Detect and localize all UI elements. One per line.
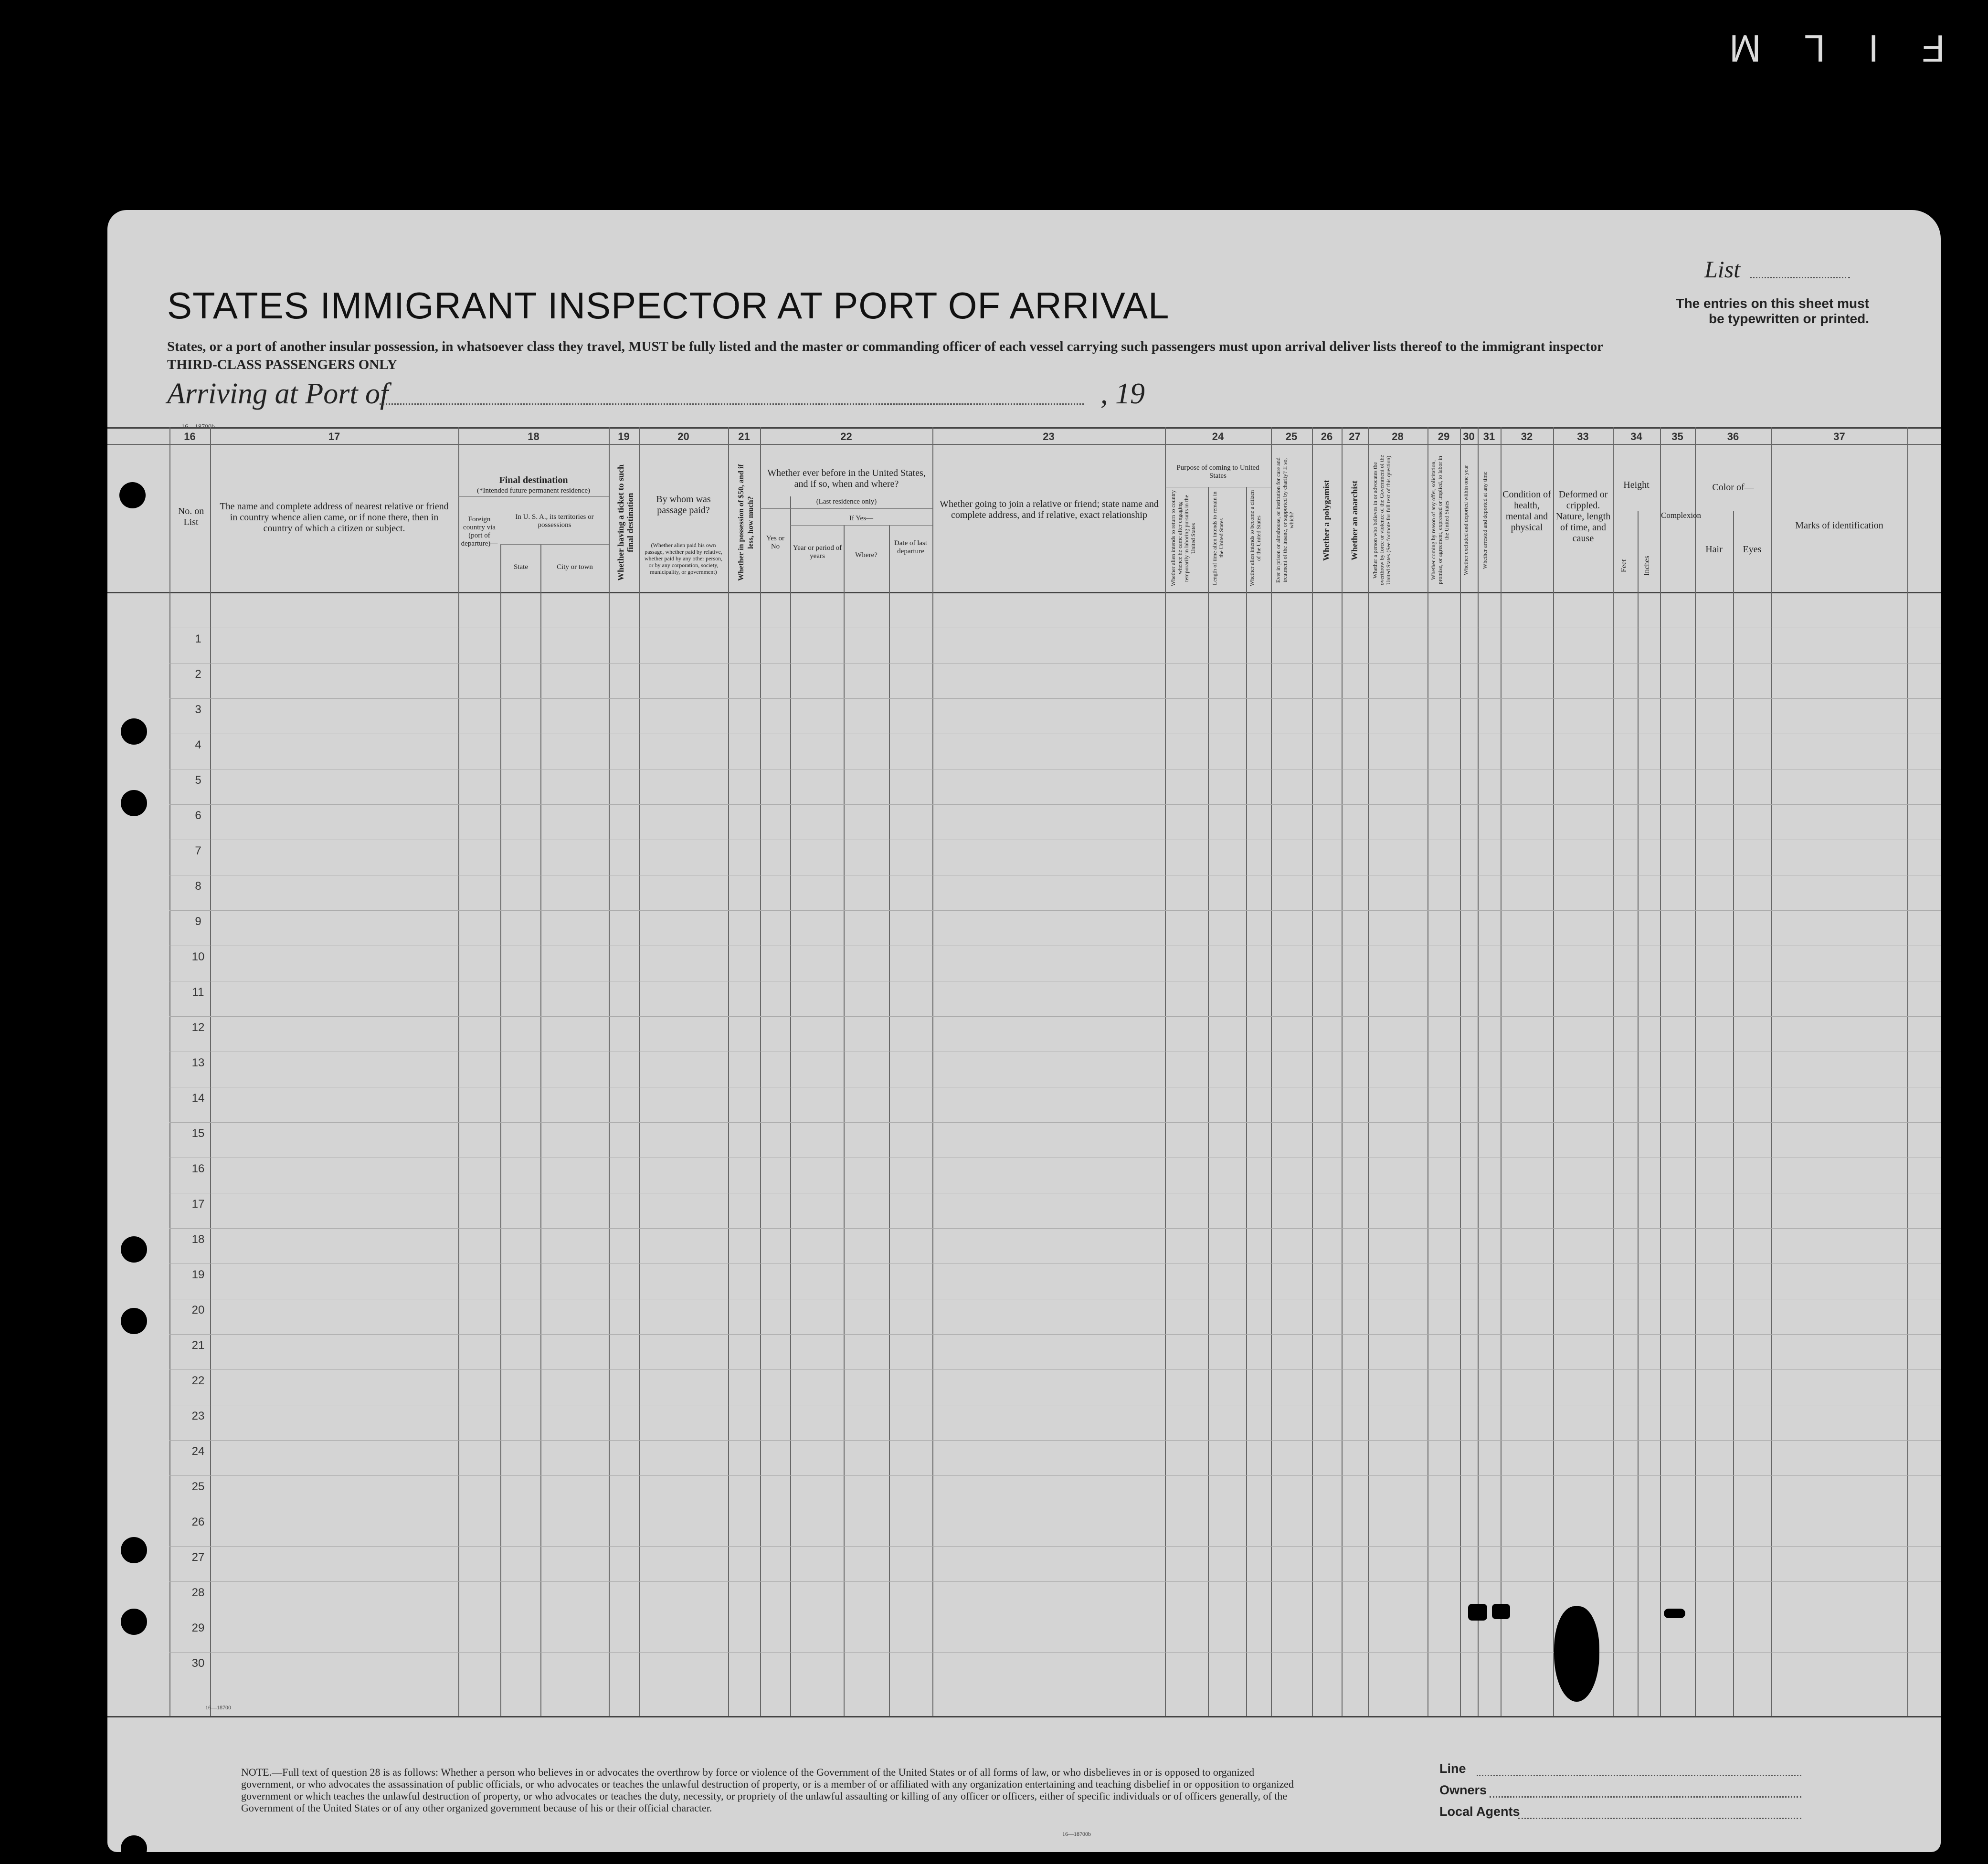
column-divider <box>1460 427 1461 1716</box>
header-passage-paid: By whom was passage paid? <box>656 494 711 516</box>
column-divider <box>1208 487 1209 1716</box>
column-number: 24 <box>1212 431 1224 442</box>
header-eyes: Eyes <box>1743 544 1762 555</box>
column-divider <box>458 427 459 1716</box>
column-number: 35 <box>1671 431 1683 442</box>
punch-hole <box>121 1236 147 1263</box>
list-label: List <box>1704 256 1741 283</box>
column-number: 36 <box>1727 431 1739 442</box>
header-arrested: Whether arrested and deported at any time <box>1481 472 1488 569</box>
header-ticket: Whether having a ticket to such final destination <box>616 464 635 581</box>
table-bottom-rule <box>107 1716 1941 1717</box>
column-divider <box>1342 427 1343 1716</box>
row-number: 13 <box>191 1056 205 1069</box>
column-number: 26 <box>1321 431 1333 442</box>
column-number: 19 <box>618 431 630 442</box>
row-number: 17 <box>191 1198 205 1211</box>
column-divider <box>1368 427 1369 1716</box>
class-note: THIRD-CLASS PASSENGERS ONLY <box>167 357 397 372</box>
row-number: 28 <box>191 1586 205 1599</box>
row-rule <box>169 1475 1941 1476</box>
punch-hole <box>121 1609 147 1635</box>
column-number: 18 <box>528 431 539 442</box>
header-where: Where? <box>855 551 878 559</box>
column-number: 16 <box>184 431 196 442</box>
row-number: 30 <box>191 1657 205 1670</box>
row-number: 19 <box>191 1268 205 1281</box>
header-purpose-citizen: Whether alien intends to become a citizen of the United States <box>1248 490 1262 587</box>
column-divider <box>1613 427 1614 1716</box>
row-number: 9 <box>195 915 201 928</box>
header-passage-paid-sub: (Whether alien paid his own passage, whether paid by relative, whether paid by any other person, or by any corporation, society, municipality, or government) <box>644 542 723 575</box>
bottom-code: 16—18700 <box>205 1704 231 1711</box>
subtitle: States, or a port of another insular possession, in whatsoever class they travel, MUST be fully listed and the master or commanding officer of each vessel carrying such passengers must upon arrival deliver lists thereof to the immigrant inspector <box>167 339 1604 354</box>
header-state: State <box>514 563 528 571</box>
column-divider <box>1553 427 1554 1716</box>
header-anarchist: Whether an anarchist <box>1350 480 1359 560</box>
table-header-rule <box>107 592 1941 593</box>
header-marks: Marks of identification <box>1795 520 1883 531</box>
manifest-sheet <box>107 210 1941 1852</box>
row-number: 3 <box>195 703 201 716</box>
header-complexion: Complexion <box>1661 511 1702 520</box>
row-number: 29 <box>191 1622 205 1634</box>
column-divider <box>1695 427 1696 1716</box>
form-code: 16—18700b <box>181 423 215 431</box>
line-field[interactable] <box>1477 1775 1801 1776</box>
column-divider <box>1271 427 1272 1716</box>
header-overthrow: Whether a person who believes in or advocates the overthrow by force or violence of the Government of the United States (See footnote for full text of this question) <box>1372 455 1392 586</box>
row-rule <box>169 1228 1941 1229</box>
column-divider <box>1907 427 1908 1716</box>
row-number: 12 <box>191 1021 205 1034</box>
row-number: 18 <box>191 1233 205 1246</box>
column-number: 23 <box>1043 431 1055 442</box>
header-date-departure: Date of last departure <box>894 539 928 555</box>
owners-label: Owners <box>1439 1783 1487 1797</box>
header-before-us-sub: (Last residence only) <box>816 498 877 505</box>
column-divider <box>790 496 791 1716</box>
table-top-rule <box>107 427 1941 429</box>
column-divider <box>609 427 610 1716</box>
column-divider <box>1478 427 1479 1716</box>
row-number: 22 <box>191 1374 205 1387</box>
local-agents-field[interactable] <box>1518 1818 1801 1819</box>
column-number: 29 <box>1438 431 1450 442</box>
punch-hole <box>121 1835 147 1852</box>
row-number: 15 <box>191 1127 205 1140</box>
row-number: 11 <box>192 986 204 999</box>
column-divider <box>1771 427 1772 1716</box>
header-height: Height <box>1623 480 1650 490</box>
header-feet: Feet <box>1620 559 1628 572</box>
header-city: City or town <box>557 563 593 571</box>
column-divider <box>1501 427 1502 1716</box>
column-number: 27 <box>1349 431 1361 442</box>
row-rule <box>169 1581 1941 1582</box>
owners-field[interactable] <box>1490 1796 1801 1798</box>
year-prefix: , 19 <box>1100 378 1145 410</box>
column-number: 34 <box>1630 431 1642 442</box>
column-divider <box>1660 427 1661 1716</box>
footnote-code: 16—18700b <box>1062 1831 1091 1837</box>
header-final-destination-sub: (*Intended future permanent residence) <box>477 487 590 495</box>
row-number: 20 <box>191 1304 205 1316</box>
row-number: 16 <box>191 1162 205 1175</box>
header-prison: Ever in prison or almshouse, or institution for care and treatment of the insane, or supported by charity? If so, which? <box>1275 457 1295 583</box>
header-final-destination: Final destination <box>499 475 568 485</box>
local-agents-label: Local Agents <box>1439 1804 1520 1819</box>
sub-header-rule <box>760 508 932 509</box>
column-number: 31 <box>1483 431 1495 442</box>
row-rule <box>169 1440 1941 1441</box>
row-number: 1 <box>195 632 201 645</box>
row-number: 5 <box>195 774 201 787</box>
header-nearest-relative: The name and complete address of nearest relative or friend in country whence alien came, or if none there, then in country of which a citizen or subject. <box>220 501 449 534</box>
row-rule <box>169 804 1941 805</box>
header-polygamist: Whether a polygamist <box>1322 480 1331 561</box>
header-no-on-list: No. on List <box>178 506 204 527</box>
row-number: 25 <box>191 1480 205 1493</box>
row-number: 4 <box>195 738 201 751</box>
ink-stain <box>1492 1604 1510 1619</box>
column-number: 28 <box>1392 431 1404 442</box>
line-label: Line <box>1439 1761 1466 1776</box>
row-rule <box>169 910 1941 911</box>
page-title: STATES IMMIGRANT INSPECTOR AT PORT OF ARRIVAL <box>167 284 1170 326</box>
column-divider <box>1312 427 1313 1716</box>
footnote: NOTE.—Full text of question 28 is as follows: Whether a person who believes in or advocates the overthrow by force or violence of the Government of the United States or of all forms of law, or who disbelieves in or is opposed to organized government, or who advocates the assassination of public officials, or who advocates or teaches the unlawful destruction of property, or is a member of or affiliated with any organization entertaining and teaching disbelief in or opposition to organized government or which teaches the unlawful destruction of property, or who advocates or teaches the duty, necessity, or propriety of the unlawful assaulting or killing of any officer or officers, either of specific individuals or of officers generally, of the Government of the United States or of any other organized government because of his or their official character. <box>241 1766 1294 1814</box>
row-number: 8 <box>195 880 201 893</box>
header-color-of: Color of— <box>1712 482 1754 493</box>
column-divider <box>760 427 761 1716</box>
header-yes-no: Yes or No <box>766 535 785 550</box>
header-in-usa: In U. S. A., its territories or possessions <box>515 513 594 529</box>
header-before-us: Whether ever before in the United States, and if so, when and where? <box>767 468 926 489</box>
row-number: 10 <box>191 950 205 963</box>
header-hair: Hair <box>1705 544 1723 555</box>
row-rule <box>169 1334 1941 1335</box>
film-mark: FILM <box>1686 27 1945 70</box>
row-number: 21 <box>191 1339 205 1352</box>
sub-header-rule <box>790 525 932 526</box>
column-divider <box>889 525 890 1716</box>
header-possession-50: Whether in possession of $50, and if less, how much? <box>737 464 755 581</box>
header-purpose-length: Length of time alien intends to remain in the United States <box>1211 491 1225 585</box>
column-divider <box>1638 511 1639 1716</box>
row-number: 23 <box>191 1410 205 1422</box>
row-number: 24 <box>191 1445 205 1458</box>
header-inches: Inches <box>1643 556 1651 576</box>
column-divider <box>500 544 501 1716</box>
row-number: 6 <box>195 809 201 822</box>
row-rule <box>169 1652 1941 1653</box>
punch-hole <box>121 718 147 745</box>
header-health: Condition of health, mental and physical <box>1502 489 1551 533</box>
column-divider <box>728 427 729 1716</box>
column-divider <box>1165 427 1166 1716</box>
table-number-rule <box>107 444 1941 445</box>
column-number: 32 <box>1521 431 1533 442</box>
column-divider <box>639 427 640 1716</box>
sub-header-rule <box>500 544 609 545</box>
column-divider <box>1733 511 1734 1716</box>
row-rule <box>169 698 1941 699</box>
arriving-label: Arriving at Port of <box>167 378 389 410</box>
entries-note: The entries on this sheet must be typewritten or printed. <box>1676 296 1869 326</box>
row-number: 27 <box>191 1551 205 1564</box>
punch-hole <box>121 1308 147 1334</box>
column-divider <box>169 427 170 1716</box>
row-rule <box>169 1369 1941 1370</box>
sub-header-rule <box>458 496 609 497</box>
column-number: 25 <box>1285 431 1298 442</box>
header-join-relative: Whether going to join a relative or friend; state name and complete address, and if relative, exact relationship <box>940 499 1159 520</box>
row-number: 14 <box>191 1092 205 1105</box>
header-purpose-return: Whether alien intends to return to country whence he came after engaging temporarily in laboring pursuits in the United States <box>1170 490 1196 587</box>
column-number: 37 <box>1833 431 1845 442</box>
column-number: 20 <box>677 431 689 442</box>
header-excluded: Whether excluded and deported within one year <box>1462 465 1469 576</box>
header-purpose: Purpose of coming to United States <box>1176 464 1259 480</box>
column-divider <box>932 427 933 1716</box>
row-rule <box>169 1546 1941 1547</box>
date-field[interactable] <box>878 403 1084 405</box>
column-number: 17 <box>328 431 340 442</box>
header-foreign-country: Foreign country via (port of departure)— <box>461 516 498 548</box>
punch-hole <box>121 790 147 816</box>
row-rule <box>169 1122 1941 1123</box>
column-divider <box>1246 487 1247 1716</box>
column-number: 33 <box>1577 431 1589 442</box>
column-number: 30 <box>1463 431 1475 442</box>
ink-stain <box>1554 1606 1599 1702</box>
header-deformed: Deformed or crippled. Nature, length of time, and cause <box>1555 489 1611 544</box>
column-number: 22 <box>840 431 852 442</box>
list-field[interactable] <box>1750 277 1850 278</box>
punch-hole <box>119 482 146 508</box>
row-number: 7 <box>195 844 201 857</box>
punch-hole <box>121 1537 147 1563</box>
column-number: 21 <box>738 431 750 442</box>
ink-stain <box>1468 1604 1487 1621</box>
header-if-yes: If Yes— <box>849 515 873 522</box>
row-rule <box>169 1016 1941 1017</box>
header-labor-offer: Whether coming by reason of any offer, solicitation, promise, or agreement, expressed or implied, to labor in the United States <box>1430 456 1450 585</box>
row-number: 2 <box>195 668 201 681</box>
row-number: 26 <box>191 1516 205 1528</box>
ink-stain <box>1664 1609 1685 1618</box>
header-year-period: Year or period of years <box>793 544 842 560</box>
column-divider <box>540 544 541 1716</box>
column-divider <box>844 525 845 1716</box>
